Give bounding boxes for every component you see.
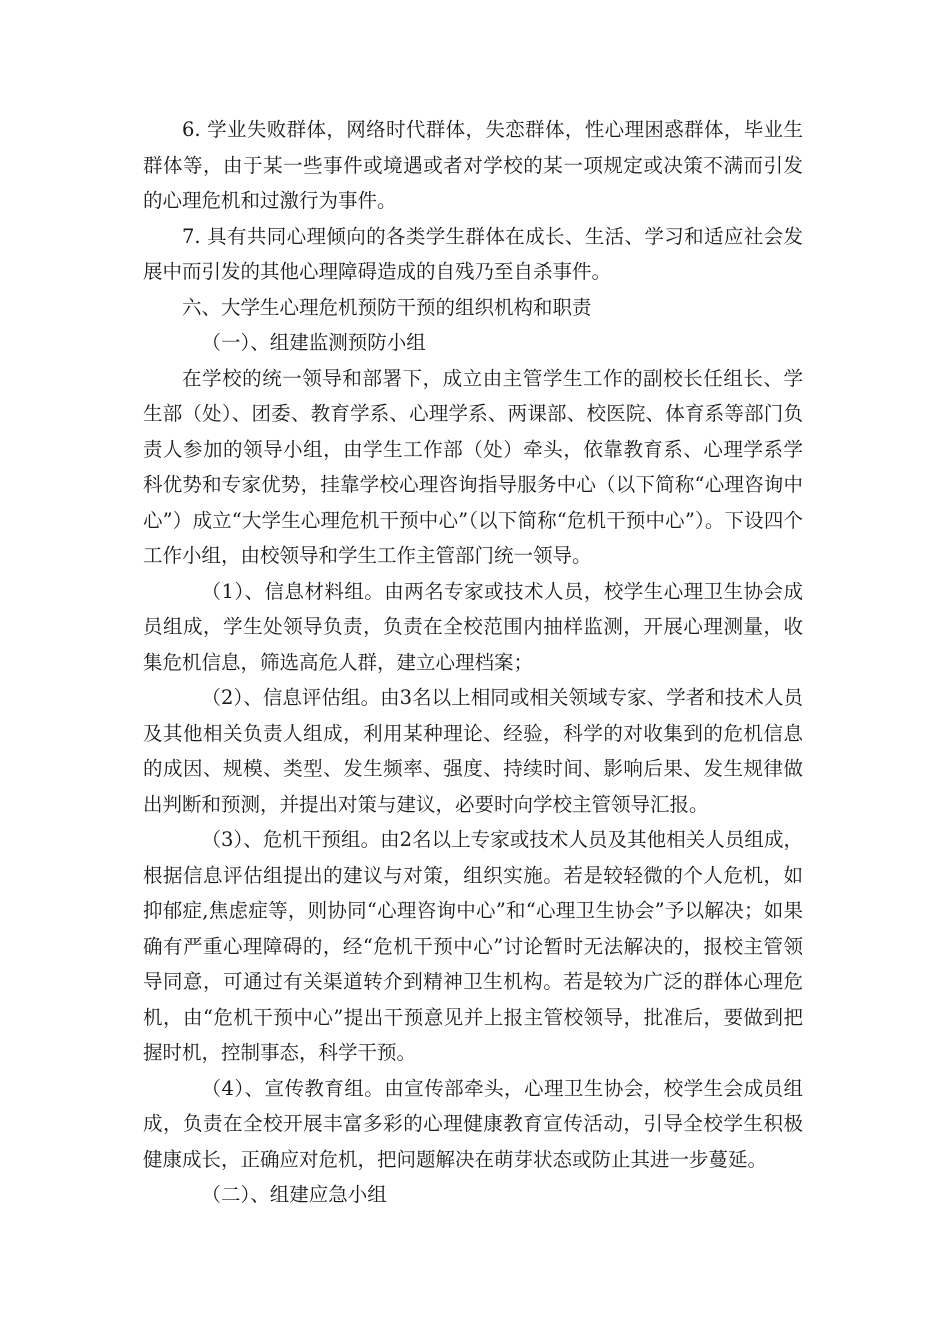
document-page <box>143 112 803 1213</box>
paragraph-group-4: （4）、宣传教育组。由宣传部牵头，心理卫生协会，校学生会成员组成，负责在全校开展丰富多彩的心理健康教育宣传活动，引导全校学生积极健康成长，正确应对危机，把问题解决在萌芽状态或防止其进一步蔓延。 <box>143 1076 803 1171</box>
subsection-heading-1: （一）、组建监测预防小组 <box>201 331 426 354</box>
paragraph-group-3: （3）、危机干预组。由2名以上专家或技术人员及其他相关人员组成，根据信息评估组提出的建议与对策，组织实施。若是较轻微的个人危机，如抑郁症,焦虑症等，则协同“心理咨询中心”和“心理卫生协会”予以解决；如果确有严重心理障碍的，经“危机干预中心”讨论暂时无法解决的，报校主管领导同意，可通过有关渠道转介到精神卫生机构。若是较为广泛的群体心理危机，由“危机干预中心”提出干预意见并上报主管校领导，批准后，要做到把握时机，控制事态，科学干预。 <box>143 828 803 1064</box>
subsection-heading-2: （二）、组建应急小组 <box>201 1183 387 1206</box>
section-heading-6: 六、大学生心理危机预防干预的组织机构和职责 <box>182 295 592 319</box>
paragraph-group-1: （1）、信息材料组。由两名专家或技术人员，校学生心理卫生协会成员组成，学生处领导负责，负责在全校范围内抽样监测，开展心理测量，收集危机信息，筛选高危人群，建立心理档案； <box>143 579 803 674</box>
paragraph-organization: 在学校的统一领导和部署下，成立由主管学生工作的副校长任组长、学生部（处）、团委、教育学系、心理学系、两课部、校医院、体育系等部门负责人参加的领导小组，由学生工作部（处）牵头，依靠教育系、心理学系学科优势和专家优势，挂靠学校心理咨询指导服务中心（以下简称“心理咨询中心”）成立“大学生心理危机干预中心”（以下简称“危机干预中心”）。下设四个工作小组，由校领导和学生工作主管部门统一领导。 <box>143 366 803 567</box>
paragraph-item-7: 7. 具有共同心理倾向的各类学生群体在成长、生活、学习和适应社会发展中而引发的其他心理障碍造成的自残乃至自杀事件。 <box>143 224 803 283</box>
paragraph-item-6: 6. 学业失败群体，网络时代群体，失恋群体，性心理困惑群体，毕业生群体等，由于某一些事件或境遇或者对学校的某一项规定或决策不满而引发的心理危机和过激行为事件。 <box>143 118 803 212</box>
paragraph-group-2: （2）、信息评估组。由3名以上相同或相关领域专家、学者和技术人员及其他相关负责人组成，利用某种理论、经验，科学的对收集到的危机信息的成因、规模、类型、发生频率、强度、持续时间、影响后果、发生规律做出判断和预测，并提出对策与建议，必要时向学校主管领导汇报。 <box>143 686 803 816</box>
